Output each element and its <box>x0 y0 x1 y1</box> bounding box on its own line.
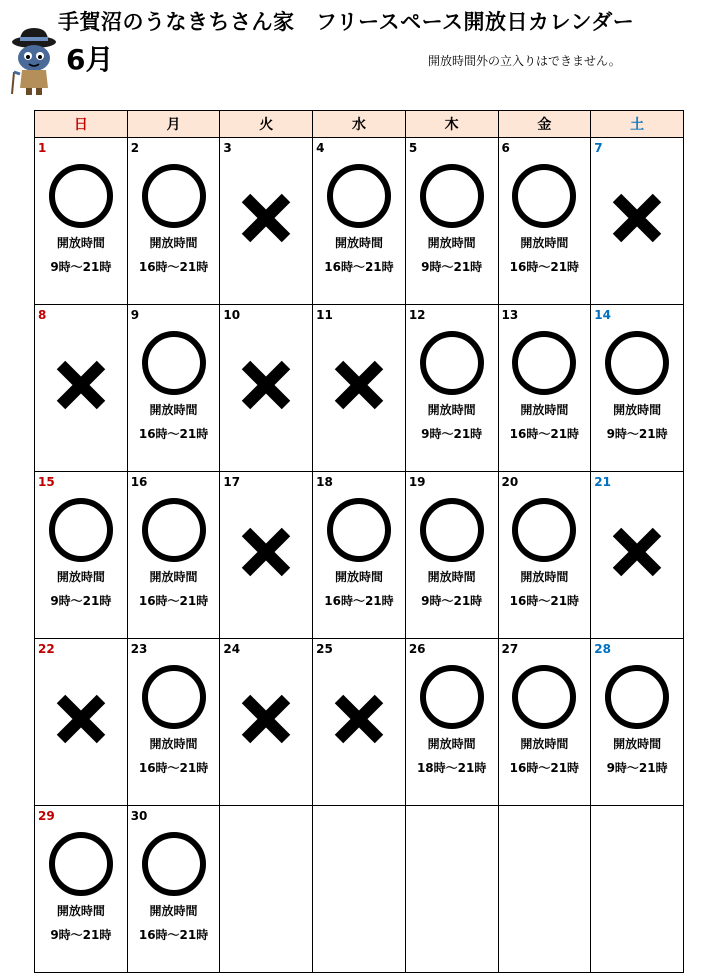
day-cell <box>498 138 591 305</box>
open-hours: 9時～21時 <box>50 928 112 942</box>
day-number: 26 <box>408 642 426 656</box>
weekday-header-row <box>35 111 684 138</box>
open-label: 開放時間 <box>56 904 105 918</box>
circle-icon <box>512 331 576 395</box>
circle-icon <box>142 665 206 729</box>
open-hours: 18時～21時 <box>416 761 487 775</box>
day-cell <box>313 138 406 305</box>
day-cell-content <box>591 305 683 471</box>
day-number: 3 <box>223 141 232 155</box>
day-number: 4 <box>316 141 325 155</box>
day-number: 9 <box>130 308 140 322</box>
open-hours: 9時～21時 <box>421 427 483 441</box>
open-label: 開放時間 <box>427 236 476 250</box>
open-label: 開放時間 <box>427 403 476 417</box>
day-cell <box>35 806 128 973</box>
day-number: 8 <box>38 308 47 322</box>
day-number: 27 <box>501 642 519 656</box>
circle-icon <box>420 164 484 228</box>
day-number: 19 <box>408 475 426 489</box>
day-cell-content <box>128 806 220 972</box>
day-cell-content <box>220 639 312 805</box>
cross-icon <box>54 358 108 412</box>
open-hours: 9時～21時 <box>421 594 483 608</box>
open-hours: 16時～21時 <box>138 928 209 942</box>
day-cell-content <box>591 639 683 805</box>
open-hours: 9時～21時 <box>606 761 668 775</box>
day-number: 6 <box>501 141 510 155</box>
day-cell <box>127 472 220 639</box>
day-number: 2 <box>130 141 140 155</box>
day-cell-content <box>220 138 312 304</box>
day-cell-content <box>313 138 405 304</box>
circle-icon <box>142 498 206 562</box>
circle-icon <box>49 164 113 228</box>
day-cell-content <box>499 305 591 471</box>
day-cell <box>127 305 220 472</box>
day-cell <box>498 806 591 973</box>
circle-icon <box>49 498 113 562</box>
open-label: 開放時間 <box>520 570 569 584</box>
open-label: 開放時間 <box>149 236 198 250</box>
day-cell <box>127 806 220 973</box>
page-title: 手賀沼のうなきちさん家 フリースペース開放日カレンダー <box>58 10 635 34</box>
day-cell-content <box>406 806 498 972</box>
day-cell <box>35 305 128 472</box>
day-cell <box>35 138 128 305</box>
day-cell <box>313 639 406 806</box>
day-cell-content <box>128 138 220 304</box>
month-label: 6月 <box>66 43 114 76</box>
circle-icon <box>512 498 576 562</box>
day-cell <box>405 639 498 806</box>
open-label: 開放時間 <box>427 570 476 584</box>
day-cell-content <box>313 639 405 805</box>
day-cell <box>220 138 313 305</box>
weekday-thursday: 木 <box>405 111 498 138</box>
circle-icon <box>420 665 484 729</box>
open-hours: 16時～21時 <box>324 594 394 608</box>
open-label: 開放時間 <box>149 403 198 417</box>
day-number: 21 <box>594 475 611 489</box>
day-cell-content <box>313 472 405 638</box>
day-cell-content <box>220 305 312 471</box>
day-cell <box>405 305 498 472</box>
weekday-friday: 金 <box>498 111 591 138</box>
circle-icon <box>327 498 391 562</box>
day-cell-content <box>35 138 127 304</box>
day-cell <box>35 639 128 806</box>
open-hours: 16時～21時 <box>138 594 209 608</box>
open-label: 開放時間 <box>613 737 662 751</box>
open-hours: 9時～21時 <box>50 260 112 274</box>
day-cell <box>498 639 591 806</box>
day-cell-content <box>591 472 683 638</box>
notice-text: 開放時間外の立入りはできません。 <box>428 54 621 68</box>
day-cell <box>220 639 313 806</box>
day-cell <box>127 639 220 806</box>
day-number: 18 <box>316 475 333 489</box>
cross-icon <box>239 191 293 245</box>
open-hours: 9時～21時 <box>421 260 483 274</box>
day-cell <box>313 305 406 472</box>
open-hours: 16時～21時 <box>324 260 394 274</box>
eel-mascot-icon <box>6 26 62 96</box>
day-cell <box>127 138 220 305</box>
open-label: 開放時間 <box>334 236 383 250</box>
day-cell <box>35 472 128 639</box>
open-hours: 16時～21時 <box>509 260 580 274</box>
day-number: 16 <box>130 475 148 489</box>
weekday-monday: 月 <box>127 111 220 138</box>
open-hours: 16時～21時 <box>509 761 580 775</box>
circle-icon <box>142 832 206 896</box>
day-number: 30 <box>130 809 148 823</box>
day-cell-content <box>591 138 683 304</box>
day-cell-content <box>313 305 405 471</box>
day-cell <box>498 472 591 639</box>
open-label: 開放時間 <box>613 403 662 417</box>
week-row <box>35 138 684 305</box>
cross-icon <box>332 358 386 412</box>
day-cell <box>591 639 684 806</box>
circle-icon <box>605 331 669 395</box>
open-label: 開放時間 <box>520 236 569 250</box>
day-cell <box>591 472 684 639</box>
open-label: 開放時間 <box>427 737 476 751</box>
day-cell <box>313 806 406 973</box>
week-row <box>35 305 684 472</box>
day-number: 5 <box>408 141 418 155</box>
day-cell-content <box>220 806 312 972</box>
day-number: 22 <box>38 642 55 656</box>
weekday-wednesday: 水 <box>313 111 406 138</box>
cross-icon <box>239 692 293 746</box>
open-label: 開放時間 <box>149 737 198 751</box>
day-cell-content <box>128 305 220 471</box>
open-hours: 16時～21時 <box>509 594 580 608</box>
day-cell-content <box>128 472 220 638</box>
day-cell-content <box>35 305 127 471</box>
day-number: 28 <box>594 642 611 656</box>
day-cell-content <box>499 472 591 638</box>
day-cell <box>313 472 406 639</box>
circle-icon <box>420 331 484 395</box>
circle-icon <box>605 665 669 729</box>
day-number: 23 <box>130 642 148 656</box>
day-cell-content <box>35 472 127 638</box>
cross-icon <box>332 692 386 746</box>
open-label: 開放時間 <box>520 737 569 751</box>
cross-icon <box>610 191 664 245</box>
day-number: 11 <box>316 308 333 322</box>
day-cell-content <box>406 472 498 638</box>
day-cell-content <box>220 472 312 638</box>
day-number: 29 <box>38 809 55 823</box>
day-cell-content <box>499 806 591 972</box>
circle-icon <box>142 164 206 228</box>
open-hours: 9時～21時 <box>606 427 668 441</box>
day-cell-content <box>128 639 220 805</box>
cross-icon <box>239 358 293 412</box>
open-label: 開放時間 <box>149 904 198 918</box>
day-cell <box>405 138 498 305</box>
open-label: 開放時間 <box>56 236 105 250</box>
open-hours: 16時～21時 <box>138 761 209 775</box>
day-number: 25 <box>316 642 333 656</box>
day-cell-content <box>313 806 405 972</box>
cross-icon <box>610 525 664 579</box>
open-hours: 9時～21時 <box>50 594 112 608</box>
open-label: 開放時間 <box>520 403 569 417</box>
circle-icon <box>512 164 576 228</box>
open-hours: 16時～21時 <box>138 427 209 441</box>
day-number: 14 <box>594 308 611 322</box>
week-row <box>35 639 684 806</box>
day-number: 24 <box>223 642 241 656</box>
weekday-sunday: 日 <box>35 111 128 138</box>
day-cell-content <box>35 806 127 972</box>
day-cell <box>220 472 313 639</box>
day-cell <box>498 305 591 472</box>
day-number: 15 <box>38 475 55 489</box>
day-number: 13 <box>501 308 519 322</box>
circle-icon <box>49 832 113 896</box>
circle-icon <box>327 164 391 228</box>
day-number: 20 <box>501 475 519 489</box>
day-number: 10 <box>223 308 241 322</box>
weekday-tuesday: 火 <box>220 111 313 138</box>
cross-icon <box>54 692 108 746</box>
circle-icon <box>512 665 576 729</box>
day-cell-content <box>499 639 591 805</box>
open-label: 開放時間 <box>56 570 105 584</box>
open-label: 開放時間 <box>149 570 198 584</box>
day-number: 12 <box>408 308 426 322</box>
day-number: 1 <box>38 141 47 155</box>
open-hours: 16時～21時 <box>138 260 209 274</box>
day-number: 7 <box>594 141 603 155</box>
day-cell <box>591 138 684 305</box>
circle-icon <box>142 331 206 395</box>
day-cell <box>220 806 313 973</box>
day-cell <box>405 806 498 973</box>
day-cell <box>405 472 498 639</box>
week-row <box>35 472 684 639</box>
day-cell-content <box>591 806 683 972</box>
day-cell-content <box>406 138 498 304</box>
calendar-grid <box>34 110 684 973</box>
cross-icon <box>239 525 293 579</box>
day-cell-content <box>499 138 591 304</box>
day-cell <box>220 305 313 472</box>
weekday-saturday: 土 <box>591 111 684 138</box>
day-cell <box>591 305 684 472</box>
circle-icon <box>420 498 484 562</box>
open-hours: 16時～21時 <box>509 427 580 441</box>
week-row <box>35 806 684 973</box>
open-label: 開放時間 <box>334 570 383 584</box>
day-cell-content <box>35 639 127 805</box>
day-cell-content <box>406 639 498 805</box>
day-cell <box>591 806 684 973</box>
day-cell-content <box>406 305 498 471</box>
day-number: 17 <box>223 475 241 489</box>
